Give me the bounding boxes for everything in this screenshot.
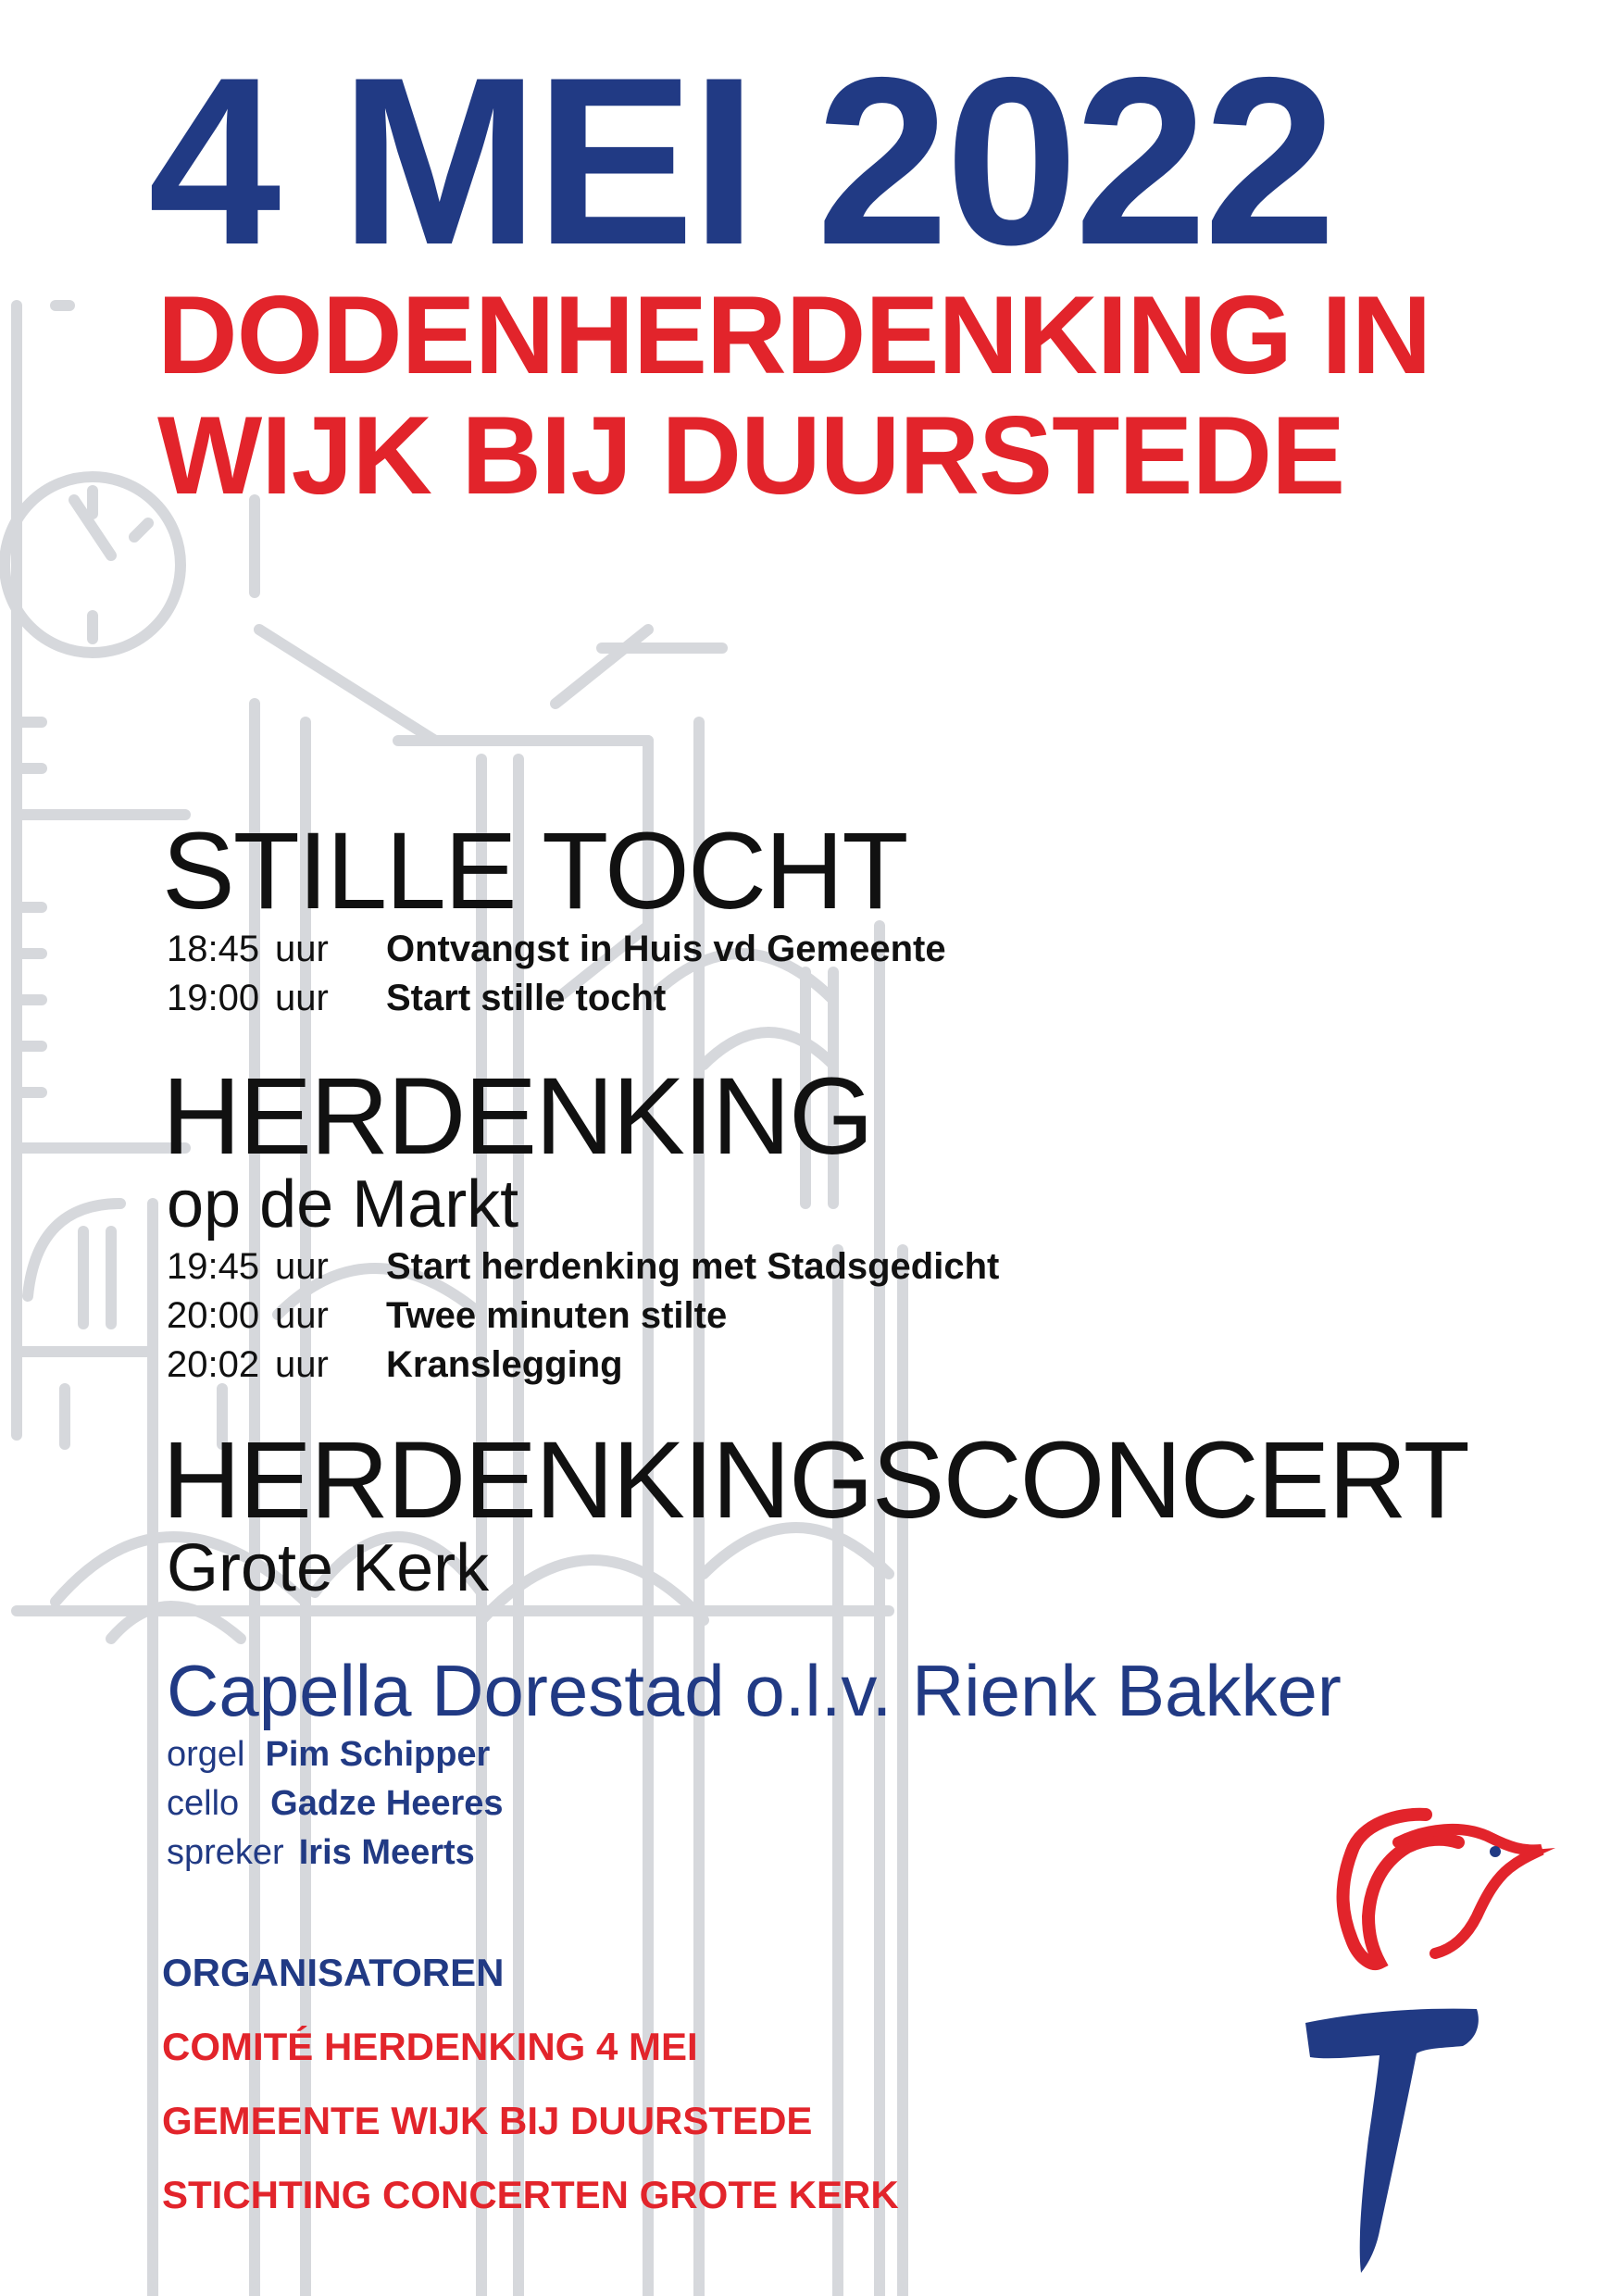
schedule-time: 20:00 (167, 1295, 260, 1336)
event-date-title: 4 MEI 2022 (148, 27, 1333, 294)
performer-name: Iris Meerts (298, 1833, 475, 1872)
schedule-row (167, 1346, 623, 1383)
organiser-item: GEMEENTE WIJK BIJ DUURSTEDE (162, 2099, 813, 2142)
schedule-row (167, 1248, 999, 1285)
schedule-description: Ontvangst in Huis vd Gemeente (386, 929, 946, 969)
performer-row (167, 1835, 475, 1870)
schedule-time: 19:00 (167, 978, 260, 1018)
schedule-unit: uur (275, 929, 329, 969)
event-title-line-1: DODENHERDENKING IN (157, 273, 1431, 397)
schedule-row (167, 930, 946, 967)
schedule-unit: uur (275, 1246, 329, 1287)
schedule-row (167, 1297, 727, 1334)
schedule-description: Kranslegging (386, 1344, 623, 1385)
schedule-time: 20:02 (167, 1344, 260, 1385)
schedule-row (167, 980, 666, 1017)
herdenking-heading: HERDENKING (162, 1055, 872, 1178)
herdenking-location: op de Markt (167, 1167, 519, 1242)
schedule-unit: uur (275, 978, 329, 1018)
organiser-item: COMITÉ HERDENKING 4 MEI (162, 2025, 698, 2068)
performer-row (167, 1786, 504, 1821)
performer-row (167, 1737, 490, 1772)
schedule-description: Twee minuten stilte (386, 1295, 728, 1336)
schedule-unit: uur (275, 1344, 329, 1385)
torch-dove-icon (1287, 1796, 1565, 2277)
organiser-item: STICHTING CONCERTEN GROTE KERK (162, 2173, 899, 2216)
stille-tocht-heading: STILLE TOCHT (162, 810, 907, 932)
performer-role: orgel (167, 1735, 245, 1774)
schedule-time: 19:45 (167, 1246, 260, 1287)
schedule-description: Start herdenking met Stadsgedicht (386, 1246, 1000, 1287)
concert-heading: HERDENKINGSCONCERT (162, 1419, 1468, 1541)
performer-role: cello (167, 1784, 240, 1823)
organisers-heading: ORGANISATOREN (162, 1951, 505, 1994)
concert-ensemble: Capella Dorestad o.l.v. Rienk Bakker (167, 1650, 1342, 1731)
schedule-time: 18:45 (167, 929, 260, 969)
concert-location: Grote Kerk (167, 1531, 490, 1605)
schedule-description: Start stille tocht (386, 978, 667, 1018)
schedule-unit: uur (275, 1295, 329, 1336)
performer-name: Gadze Heeres (270, 1784, 504, 1823)
performer-name: Pim Schipper (265, 1735, 491, 1774)
performer-role: spreker (167, 1833, 284, 1872)
event-title-line-2: WIJK BIJ DUURSTEDE (157, 393, 1345, 518)
